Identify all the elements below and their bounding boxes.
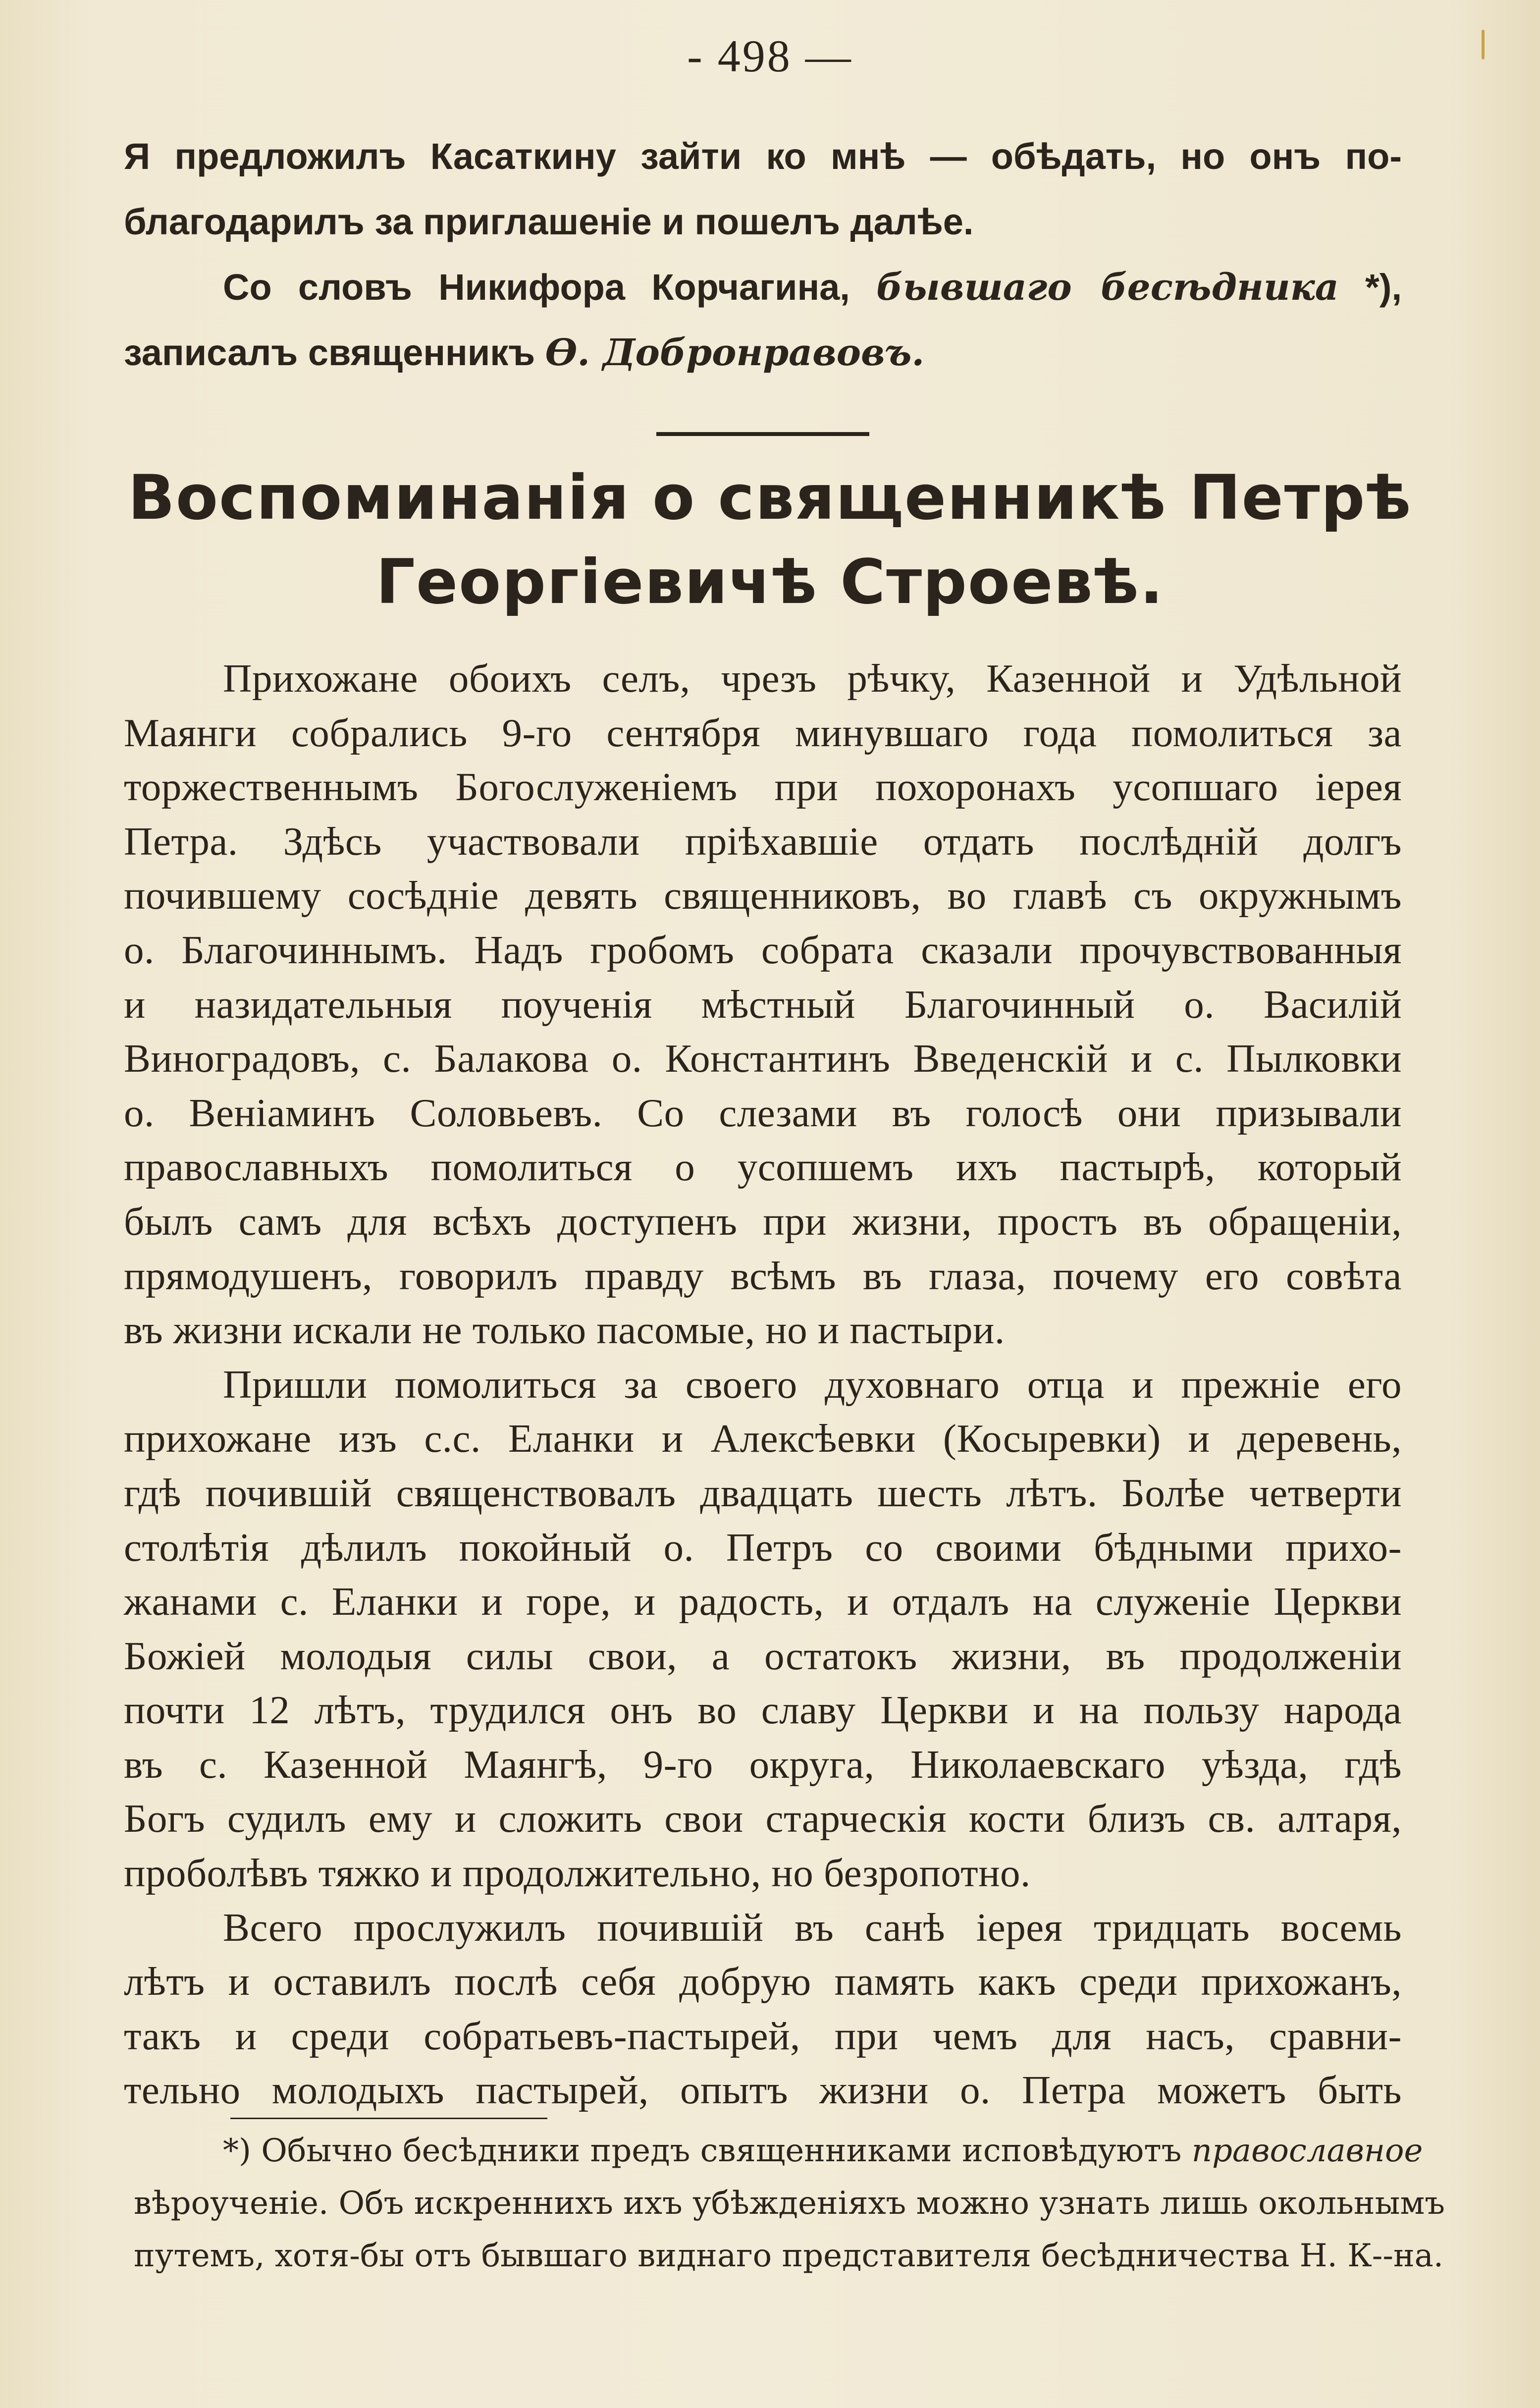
title-line-1: Воспоминанія о священникѣ Петрѣ	[128, 462, 1412, 534]
recorder-prefix: записалъ священникъ	[124, 332, 545, 373]
footnote-line-1-italic: православное	[1191, 2133, 1423, 2169]
footnote-line-1-text: *) Обычно бесѣдники предъ священниками исповѣдуютъ	[223, 2133, 1192, 2169]
article-title	[0, 456, 1540, 624]
body-line: прямодушенъ, говорилъ правду всѣмъ въ глаза, почему его совѣта	[124, 1253, 1402, 1298]
footnote-line: путемъ, хотя-бы отъ бывшаго виднаго представителя бесѣдничества Н. К--на.	[134, 2238, 1444, 2274]
source-suffix: *),	[1338, 267, 1402, 308]
footnote-line: вѣроученіе. Объ искреннихъ ихъ убѣжденіяхъ можно узнать лишь окольнымъ	[134, 2185, 1445, 2222]
body-line: Всего прослужилъ почившій въ санѣ іерея тридцать восемь	[223, 1905, 1402, 1950]
body-line: о. Благочиннымъ. Надъ гробомъ собрата сказали прочувствованныя	[124, 927, 1402, 972]
body-line: Виноградовъ, с. Балакова о. Константинъ Введенскій и с. Пылковки	[124, 1036, 1402, 1081]
body-line: въ жизни искали не только пасомые, но и пастыри.	[124, 1308, 1005, 1353]
body-line: почти 12 лѣтъ, трудился онъ во славу Церкви и на пользу народа	[124, 1688, 1402, 1733]
body-line: проболѣвъ тяжко и продолжительно, но безропотно.	[124, 1851, 1031, 1896]
article-body	[124, 652, 1402, 2118]
intro-line: благодарилъ за приглашеніе и пошелъ далѣе.	[124, 201, 974, 242]
body-line: почившему сосѣдніе девять священниковъ, во главѣ съ окружнымъ	[124, 873, 1402, 918]
footnote	[134, 2125, 1445, 2282]
section-divider	[656, 432, 869, 436]
body-line: прихожане изъ с.с. Еланки и Алексѣевки (Косыревки) и деревень,	[124, 1416, 1402, 1461]
footnote-line	[134, 2125, 1423, 2177]
recorder-line	[124, 320, 1402, 385]
recorder-name: Ѳ. Добронравовъ.	[545, 331, 925, 374]
body-line: Прихожане обоихъ селъ, чрезъ рѣчку, Казенной и Удѣльной	[223, 656, 1402, 701]
body-line: Маянги собрались 9-го сентября минувшаго года помолиться за	[124, 710, 1402, 755]
body-line: жанами с. Еланки и горе, и радость, и отдалъ на служеніе Церкви	[124, 1579, 1402, 1624]
body-line: о. Веніаминъ Соловьевъ. Со слезами въ голосѣ они призывали	[124, 1090, 1402, 1135]
body-line: торжественнымъ Богослуженіемъ при похоронахъ усопшаго іерея	[124, 765, 1402, 810]
body-line: Петра. Здѣсь участвовали пріѣхавшіе отдать послѣдній долгъ	[124, 819, 1402, 864]
source-italic: бывшаго бесѣдника	[876, 266, 1339, 309]
body-line: Богъ судилъ ему и сложить свои старческія кости близъ св. алтаря,	[124, 1796, 1402, 1841]
source-prefix: Со словъ Никифора Корчагина,	[223, 267, 877, 308]
title-line-2: Георгіевичѣ Строевѣ.	[375, 547, 1165, 618]
body-line: лѣтъ и оставилъ послѣ себя добрую память какъ среди прихожанъ,	[124, 1959, 1402, 2004]
body-line: тельно молодыхъ пастырей, опытъ жизни о. Петра можетъ быть	[124, 2068, 1402, 2113]
body-line: Божіей молодыя силы свои, а остатокъ жизни, въ продолженіи	[124, 1633, 1402, 1678]
body-line: такъ и среди собратьевъ-пастырей, при чемъ для насъ, сравни-	[124, 2013, 1402, 2058]
source-attribution	[124, 255, 1402, 320]
body-line: и назидательныя поученія мѣстный Благочинный о. Василій	[124, 982, 1402, 1027]
footnote-rule	[230, 2118, 547, 2119]
body-line: столѣтія дѣлилъ покойный о. Петръ со своими бѣдными прихо-	[124, 1525, 1402, 1570]
intro-section	[124, 124, 1402, 385]
body-line: православныхъ помолиться о усопшемъ ихъ пастырѣ, который	[124, 1145, 1402, 1190]
body-line: Пришли помолиться за своего духовнаго отца и прежніе его	[223, 1362, 1402, 1407]
body-line: въ с. Казенной Маянгѣ, 9-го округа, Николаевскаго уѣзда, гдѣ	[124, 1742, 1402, 1787]
body-line: былъ самъ для всѣхъ доступенъ при жизни, простъ въ обращеніи,	[124, 1199, 1402, 1244]
intro-line: Я предложилъ Касаткину зайти ко мнѣ — обѣдать, но онъ по-	[124, 136, 1402, 177]
page-number: - 498 —	[687, 31, 853, 81]
body-line: гдѣ почившій священствовалъ двадцать шесть лѣтъ. Болѣе четверти	[124, 1470, 1402, 1515]
